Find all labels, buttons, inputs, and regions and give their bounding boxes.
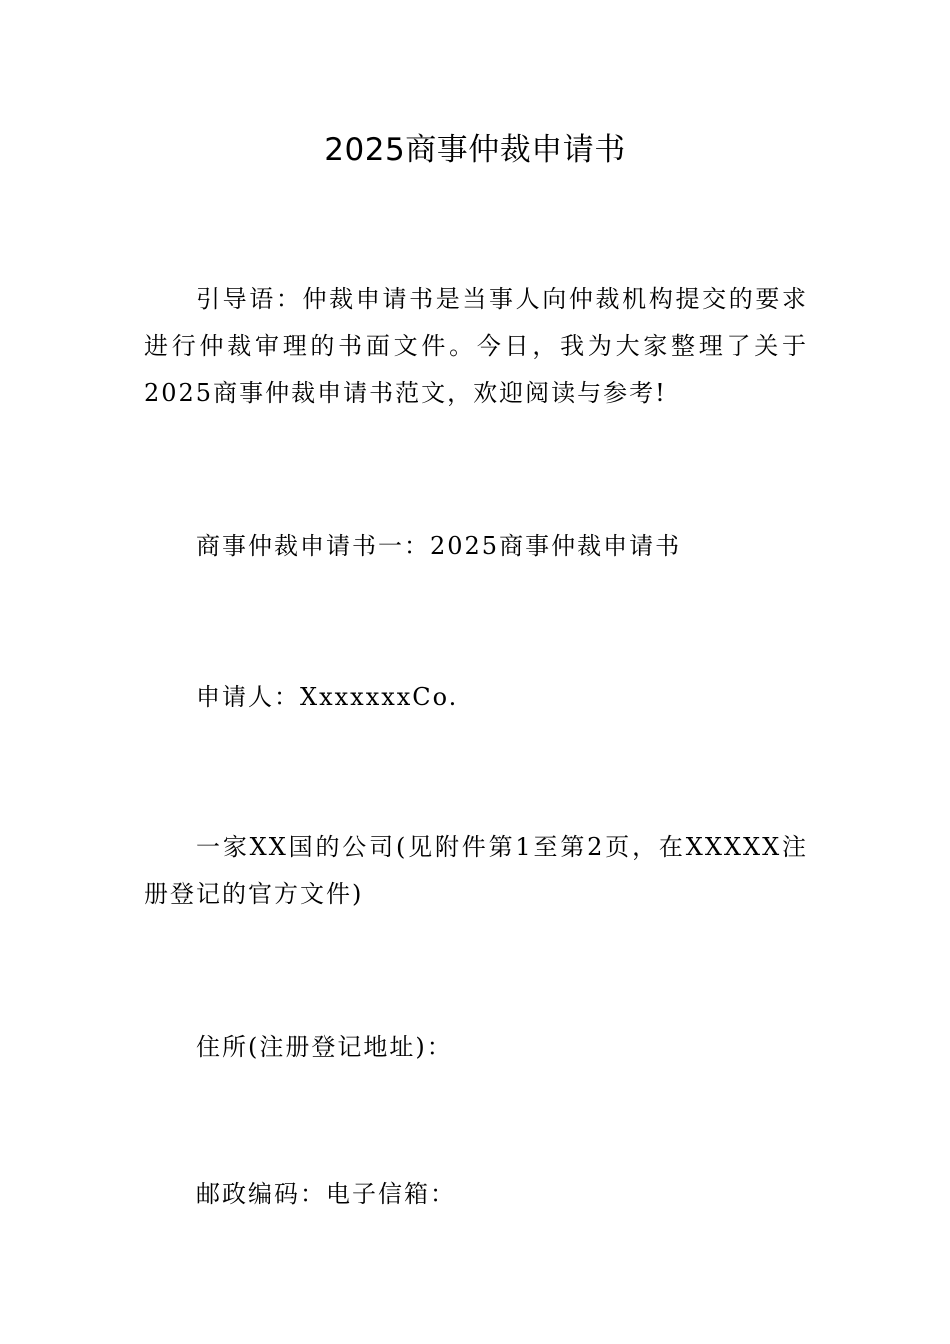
address-line: 住所(注册登记地址)： [196,1033,453,1061]
applicant-line: 申请人：XxxxxxxCo. [196,683,459,711]
document-title: 2025商事仲裁申请书 [324,132,626,168]
postal-email-line: 邮政编码：电子信箱： [196,1180,456,1208]
intro-paragraph: 引导语：仲裁申请书是当事人向仲裁机构提交的要求进行仲裁审理的书面文件。今日，我为大家整理了关于2025商事仲裁申请书范文，欢迎阅读与参考! [144,285,808,407]
company-description: 一家XX国的公司(见附件第1至第2页，在XXXXX注册登记的官方文件) [144,833,808,908]
section-heading: 商事仲裁申请书一：2025商事仲裁申请书 [196,532,682,560]
